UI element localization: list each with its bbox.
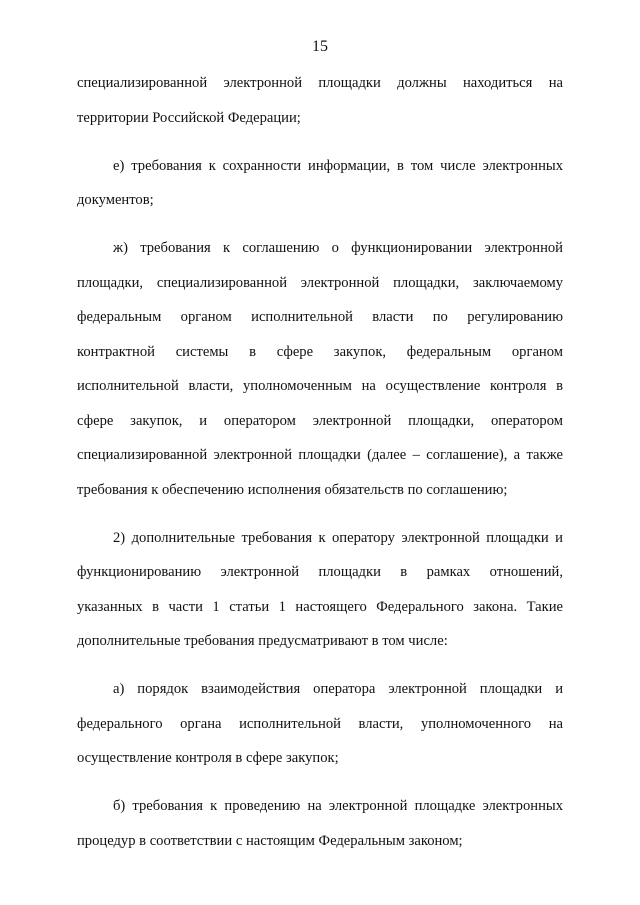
- text-line: федеральным органом исполнительной власти по регулированию: [77, 309, 563, 325]
- text-line: федерального органа исполнительной власти, уполномоченного на: [77, 715, 563, 732]
- page-number: 15: [312, 38, 328, 55]
- text-line: контрактной системы в сфере закупок, федеральным органом: [77, 343, 563, 360]
- text-line: функционированию электронной площадки в рамках отношений,: [77, 564, 563, 580]
- text-line: б) требования к проведению на электронной площадке электронных: [113, 798, 563, 814]
- text-line: 2) дополнительные требования к оператору электронной площадки и: [113, 529, 563, 546]
- text-line: исполнительной власти, уполномоченным на осуществление контроля в: [77, 378, 563, 394]
- text-line: ж) требования к соглашению о функционировании электронной: [113, 240, 563, 256]
- paragraph-continuation: [77, 73, 563, 142]
- paragraph-item-b: [77, 796, 563, 865]
- paragraph-item-2: [77, 528, 563, 666]
- text-line: указанных в части 1 статьи 1 настоящего Федерального закона. Такие: [77, 598, 563, 615]
- text-line: документов;: [77, 192, 154, 208]
- paragraph-item-a: [77, 679, 563, 783]
- text-line: е) требования к сохранности информации, в том числе электронных: [113, 157, 563, 174]
- paragraph-item-e: [77, 156, 563, 225]
- text-line: сфере закупок, и оператором электронной площадки, оператором: [77, 412, 563, 429]
- text-line: специализированной электронной площадки (далее – соглашение), а также: [77, 447, 563, 463]
- text-line: процедур в соответствии с настоящим Федеральным законом;: [77, 832, 463, 849]
- text-line: требования к обеспечению исполнения обязательств по соглашению;: [77, 481, 508, 498]
- text-line: площадки, специализированной электронной площадки, заключаемому: [77, 274, 563, 291]
- text-line: территории Российской Федерации;: [77, 109, 301, 126]
- text-line: осуществление контроля в сфере закупок;: [77, 750, 339, 766]
- paragraph-item-zh: [77, 238, 563, 514]
- text-line: а) порядок взаимодействия оператора электронной площадки и: [113, 681, 563, 697]
- document-body: [77, 73, 563, 879]
- text-line: специализированной электронной площадки должны находиться на: [77, 75, 563, 91]
- text-line: дополнительные требования предусматривают в том числе:: [77, 633, 448, 649]
